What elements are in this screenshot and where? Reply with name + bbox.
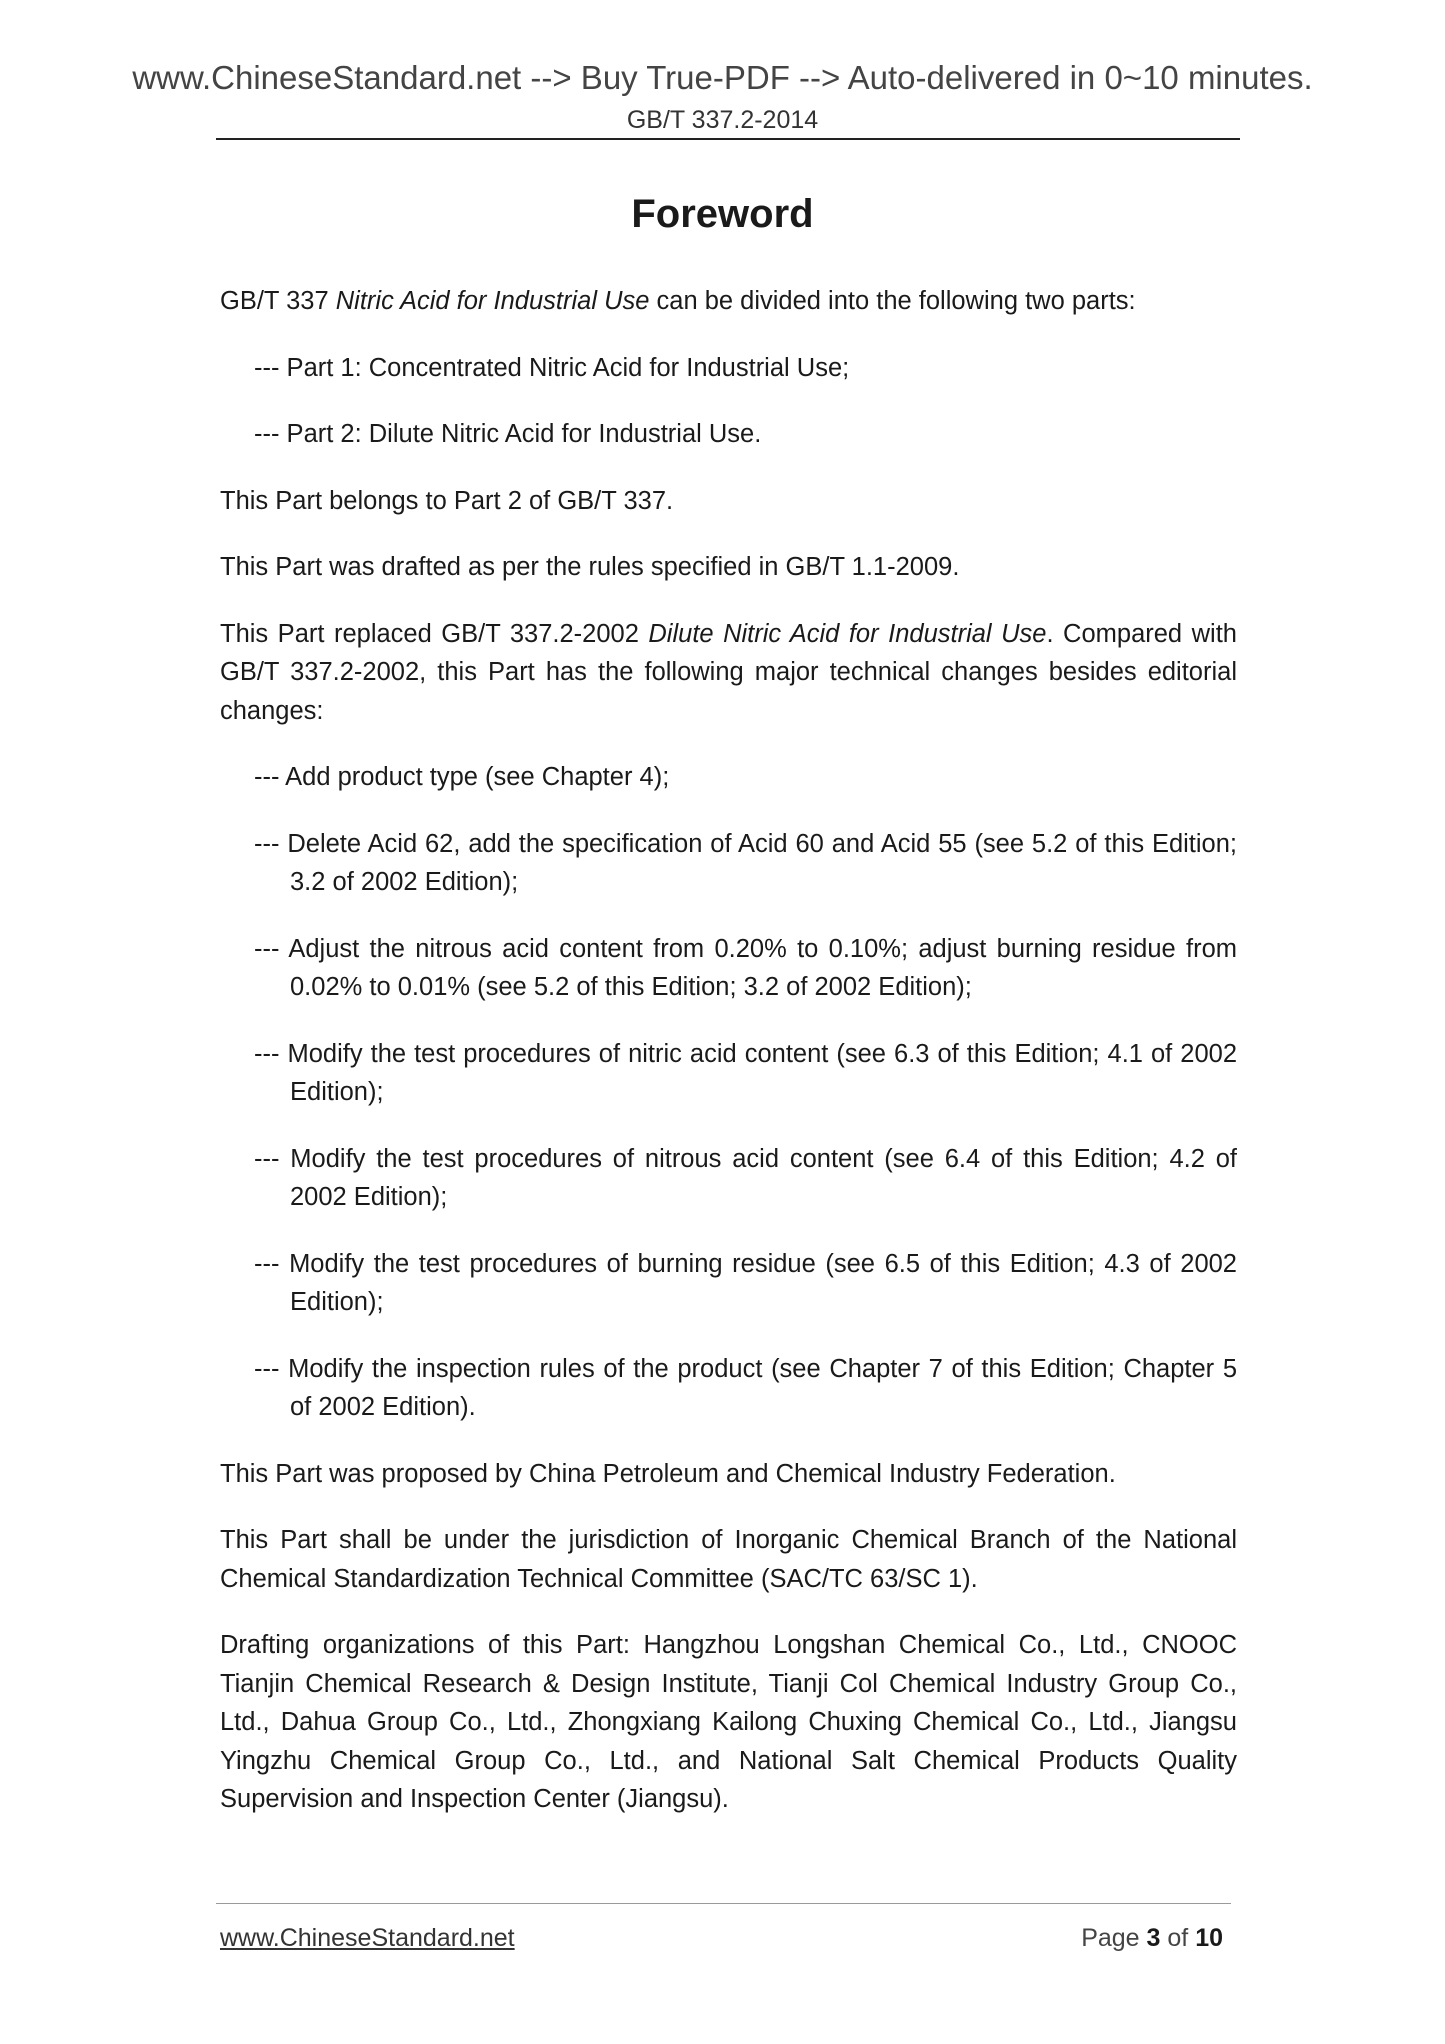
page-current: 3 bbox=[1146, 1924, 1161, 1952]
drafting-rules-paragraph: This Part was drafted as per the rules specified in GB/T 1.1-2009. bbox=[220, 553, 960, 581]
page-number: Page 3 of 10 bbox=[1081, 1924, 1223, 1952]
change-list-item: --- Modify the inspection rules of the product (see Chapter 7 of this Edition; Chapter 5 of 2002 Edition). bbox=[254, 1354, 1237, 1421]
footer-website-link[interactable]: www.ChineseStandard.net bbox=[220, 1924, 515, 1952]
jurisdiction-paragraph: This Part shall be under the jurisdiction of Inorganic Chemical Branch of the National Chemical Standardization Technical Committee (SAC/TC 63/SC 1). bbox=[220, 1526, 1237, 1593]
change-list-item: --- Add product type (see Chapter 4); bbox=[254, 763, 670, 791]
change-list-item: --- Modify the test procedures of burning residue (see 6.5 of this Edition; 4.3 of 2002 Edition); bbox=[254, 1249, 1237, 1316]
footer-divider bbox=[216, 1903, 1231, 1904]
belongs-paragraph: This Part belongs to Part 2 of GB/T 337. bbox=[220, 486, 674, 515]
part-list-item: --- Part 1: Concentrated Nitric Acid for Industrial Use; bbox=[254, 353, 850, 382]
header-divider bbox=[216, 138, 1240, 140]
replaced-title-italic: Dilute Nitric Acid for Industrial Use bbox=[648, 619, 1047, 648]
proposed-by-paragraph: This Part was proposed by China Petroleum and Chemical Industry Federation. bbox=[220, 1459, 1116, 1488]
change-list-item: --- Delete Acid 62, add the specification of Acid 60 and Acid 55 (see 5.2 of this Edition; 3.2 of 2002 Edition); bbox=[254, 829, 1237, 896]
change-list-item: --- Modify the test procedures of nitric acid content (see 6.3 of this Edition; 4.1 of 2002 Edition); bbox=[254, 1039, 1237, 1106]
change-list-item: --- Modify the test procedures of nitrous acid content (see 6.4 of this Edition; 4.2 of 2002 Edition); bbox=[254, 1144, 1237, 1211]
part-list-item: --- Part 2: Dilute Nitric Acid for Industrial Use. bbox=[254, 420, 762, 448]
standard-code: GB/T 337.2-2014 bbox=[626, 106, 819, 134]
page-total: 10 bbox=[1195, 1924, 1223, 1952]
drafting-organizations-paragraph: Drafting organizations of this Part: Hangzhou Longshan Chemical Co., Ltd., CNOOC Tianjin Chemical Research & Design Institute, Tianji Col Chemical Industry Group Co., Ltd., Dahua Group Co., Ltd., Zhongxiang Kailong Chuxing Chemical Co., Ltd., Jiangsu Yingzhu Chemical Group Co., Ltd., and National Salt Chemical Products Quality Supervision and Inspection Center (Jiangsu). bbox=[220, 1631, 1237, 1813]
standard-title-italic: Nitric Acid for Industrial Use bbox=[335, 287, 650, 315]
change-list-item: --- Adjust the nitrous acid content from 0.20% to 0.10%; adjust burning residue from 0.02% to 0.01% (see 5.2 of this Edition; 3.2 of 2002 Edition); bbox=[254, 934, 1237, 1001]
intro-paragraph: GB/T 337 Nitric Acid for Industrial Use can be divided into the following two parts: bbox=[220, 287, 1136, 315]
replacement-paragraph: This Part replaced GB/T 337.2-2002 Dilute Nitric Acid for Industrial Use. Compared with GB/T 337.2-2002, this Part has the following major technical changes besides editorial changes: bbox=[220, 619, 1237, 725]
header-banner[interactable]: www.ChineseStandard.net --> Buy True-PDF --> Auto-delivered in 0~10 minutes. bbox=[132, 59, 1313, 96]
page-title: Foreword bbox=[631, 192, 814, 236]
foreword-body bbox=[220, 282, 1237, 1847]
